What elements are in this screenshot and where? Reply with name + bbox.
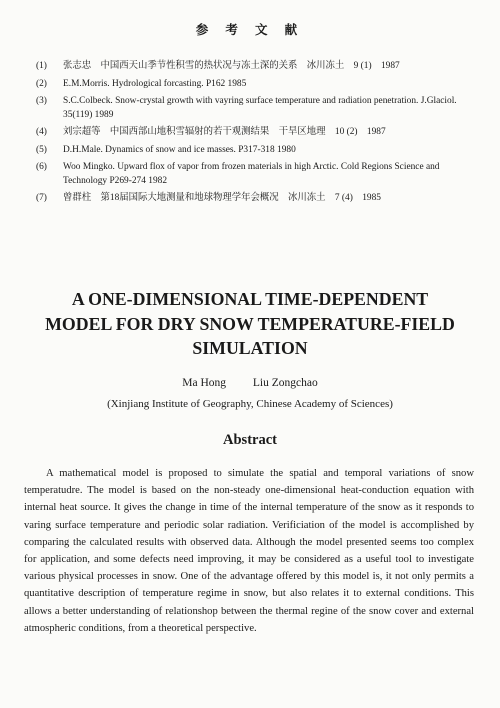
reference-item: [36, 161, 476, 188]
abstract-body: A mathematical model is proposed to simulate the spatial and temporal variations of snow temperatudre. The model is based on the non-steady one-dimensional heat-conduction equation with internal heat source. It gives the change in time of the internal temperature of the snow as it responds to varing surface temperature and periodic solar radiation. Verificiation of the model is accomplished by comparing the calculated results with observed data. Although the model presented seems too complex for application, and some defects need improving, it may be considered as a useful tool to investigate various physical processes in snow. One of the advantage offered by this model is, it not only permits a quantitative description of temperature regime in snow, but also relates it to external conditions. This allows a better understanding of relationshop between the thermal regine of the snow cover and external atmospheric conditions, from a theoretical perspective.: [24, 468, 474, 634]
reference-number: (7): [36, 193, 47, 203]
author-name: Liu Zongchao: [252, 377, 318, 389]
references-list: [36, 60, 476, 210]
reference-number: (5): [36, 144, 47, 155]
affiliation: (Xinjiang Institute of Geography, Chinese Academy of Sciences): [107, 398, 393, 410]
reference-item: [36, 78, 476, 92]
reference-item: [36, 192, 476, 206]
references-heading: 参 考 文 献: [195, 23, 305, 37]
reference-text: D.H.Male. Dynamics of snow and ice masses. P317-318 1980: [63, 144, 296, 155]
reference-number: (2): [36, 78, 47, 89]
reference-number: (1): [36, 61, 47, 71]
reference-item: [36, 95, 476, 122]
reference-text: Woo Mingko. Upward flox of vapor from frozen materials in high Arctic. Cold Regions Science and Technology P269-274 1982: [63, 162, 440, 186]
reference-text: 曾群柱 第18届国际大地测量和地球物理学年会概况 冰川冻土 7 (4) 1985: [63, 193, 381, 203]
abstract-heading: Abstract: [223, 432, 277, 448]
reference-item: [36, 126, 476, 140]
reference-number: (4): [36, 127, 47, 137]
reference-number: (6): [36, 162, 47, 172]
author-name: Ma Hong: [182, 377, 227, 389]
reference-item: [36, 144, 476, 158]
reference-text: 刘宗超等 中国西部山地积雪辐射的若干观测结果 干旱区地理 10 (2) 1987: [63, 127, 386, 137]
reference-text: S.C.Colbeck. Snow-crystal growth with vayring surface temperature and radiation penetration. J.Glaciol. 35(119) 1989: [63, 96, 457, 120]
reference-item: [36, 60, 476, 74]
author-line: [0, 377, 500, 389]
reference-text: 张志忠 中国西天山季节性积雪的热状况与冻土深的关系 冰川冻土 9 (1) 1987: [63, 61, 400, 71]
reference-text: E.M.Morris. Hydrological forcasting. P162 1985: [63, 78, 247, 89]
paper-title: A ONE-DIMENSIONAL TIME-DEPENDENT MODEL FOR DRY SNOW TEMPERATURE-FIELD SIMULATION: [45, 289, 455, 358]
reference-number: (3): [36, 96, 47, 106]
